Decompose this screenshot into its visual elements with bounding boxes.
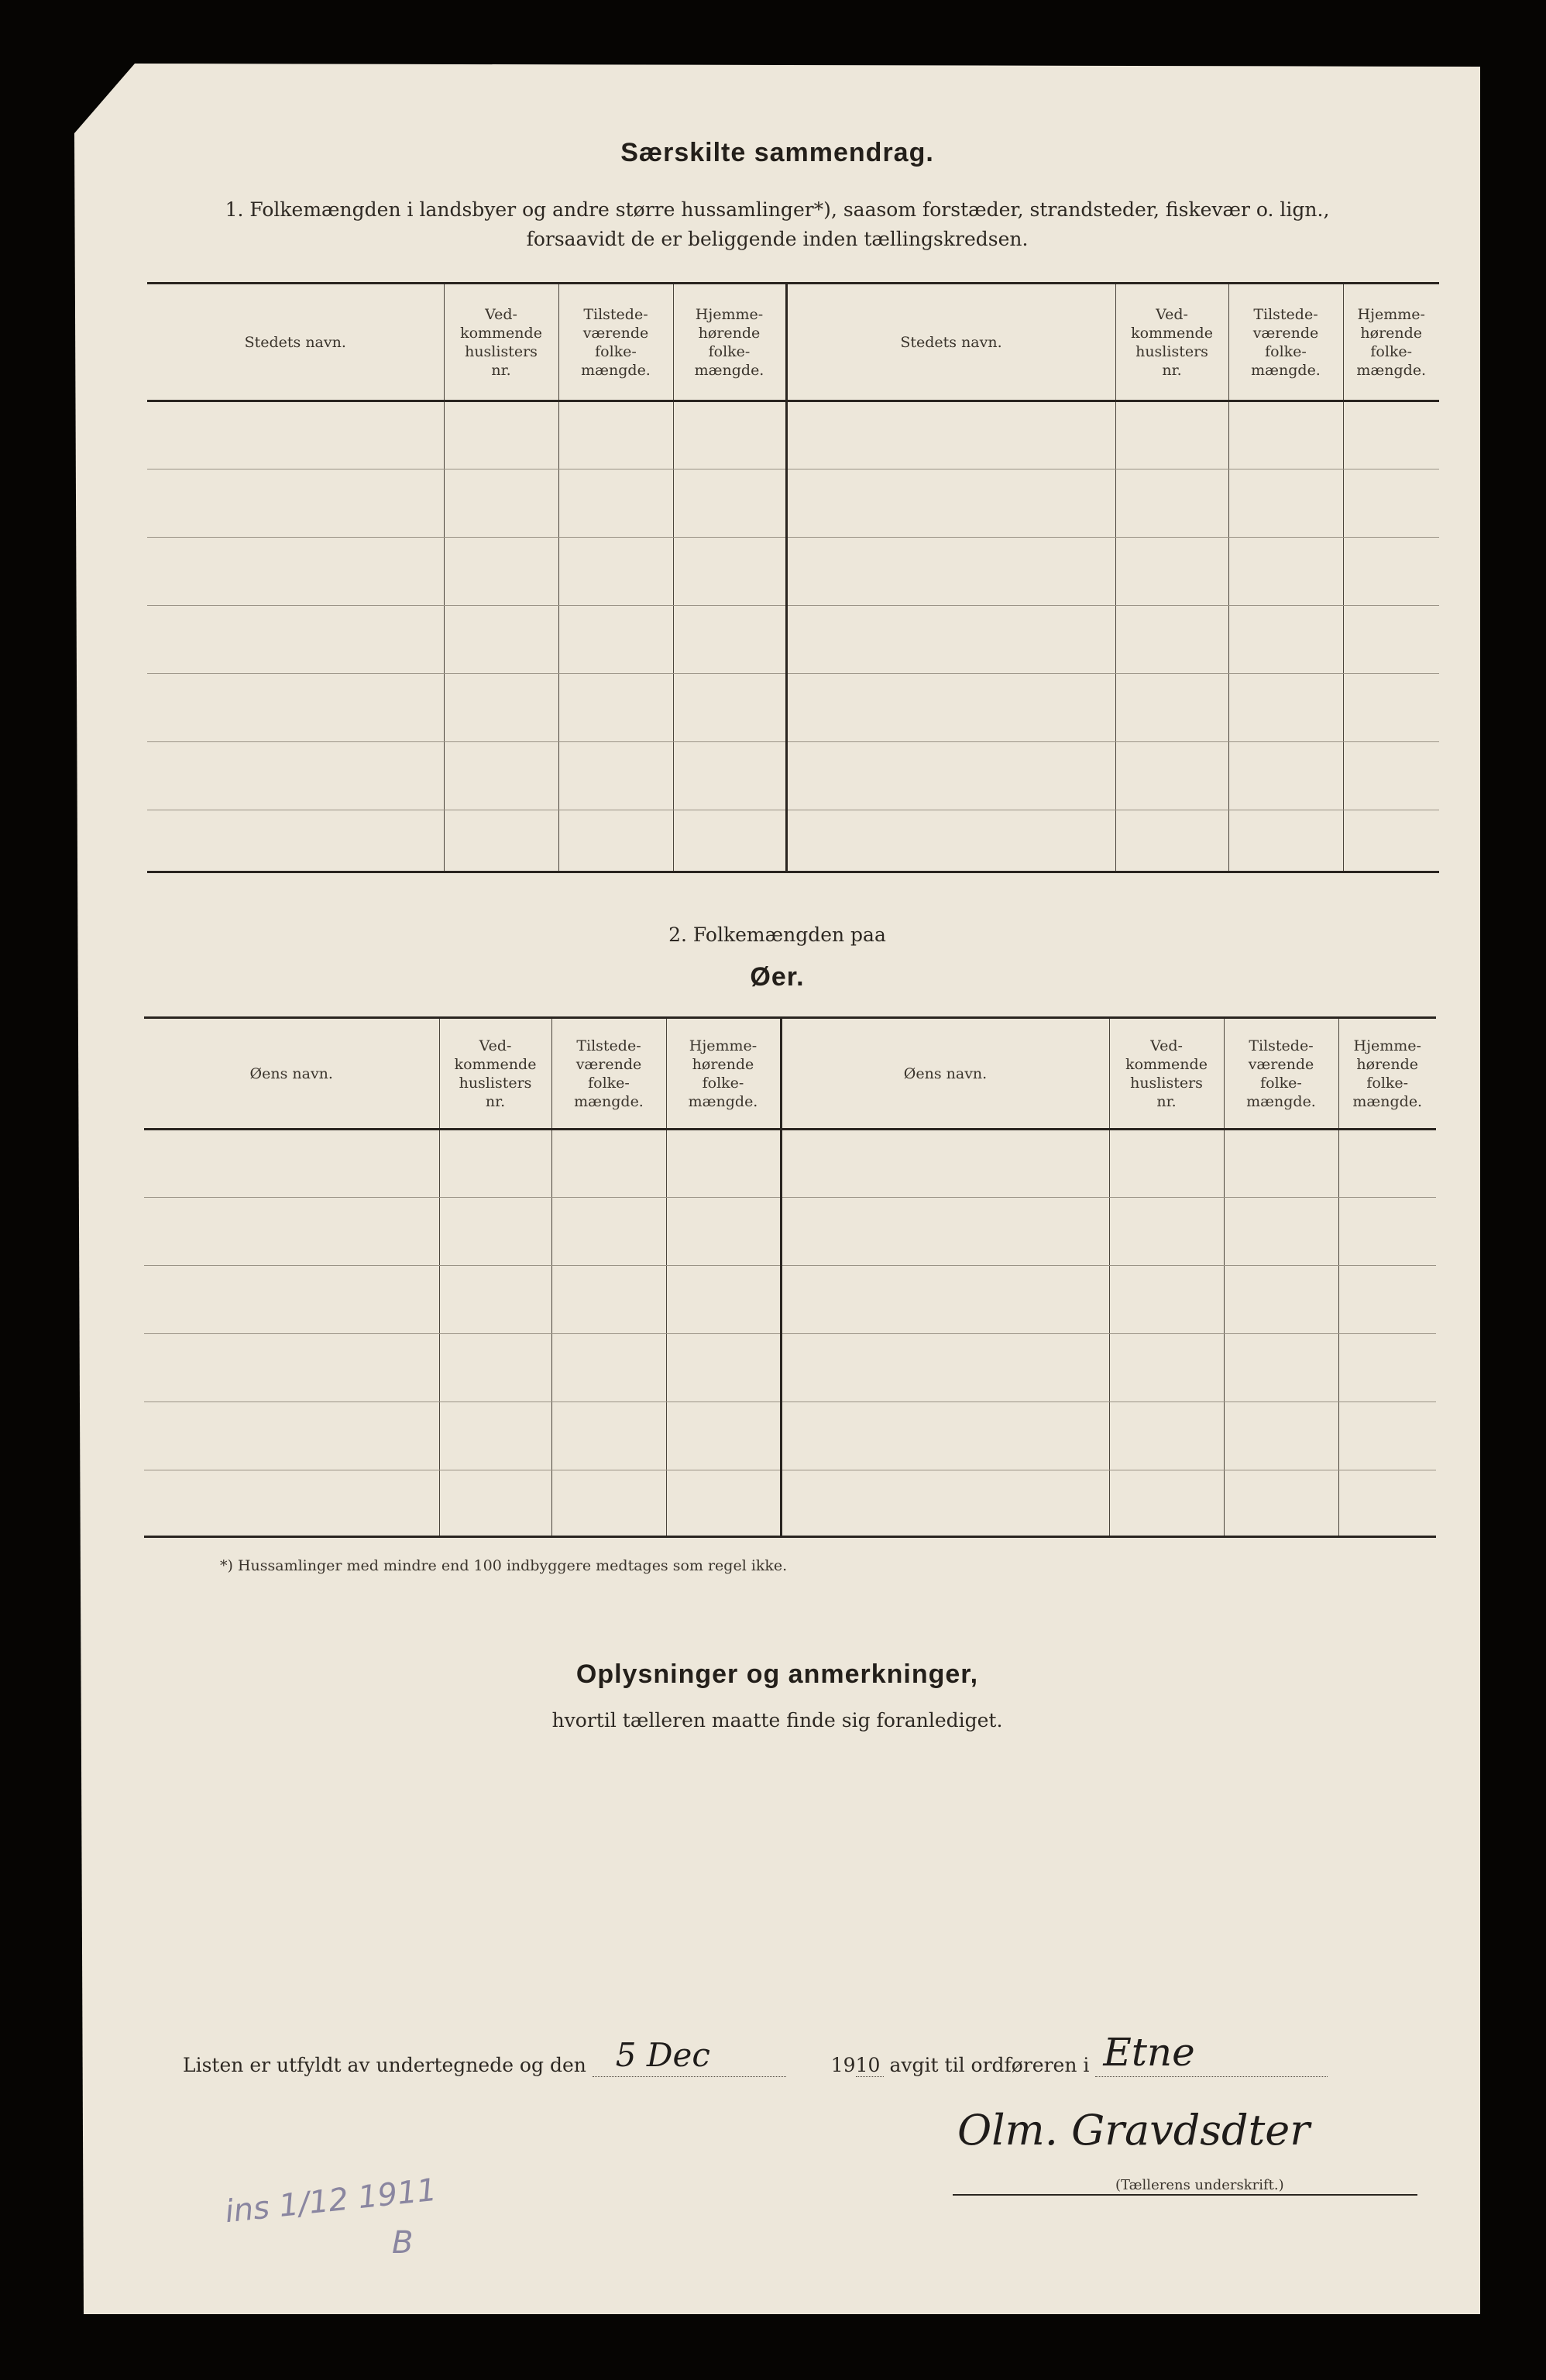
header-cell: Ved- kommende huslisters nr. xyxy=(1115,284,1228,401)
date-value: 5 Dec xyxy=(615,2036,710,2074)
date-field xyxy=(593,2036,786,2077)
table-villages xyxy=(147,282,1439,873)
table-row xyxy=(144,1198,1436,1266)
table-row xyxy=(147,606,1439,674)
place-value: Etne xyxy=(1103,2030,1195,2075)
signature-caption: (Tællerens underskrift.) xyxy=(1115,2177,1284,2193)
table-row xyxy=(144,1402,1436,1470)
table-row xyxy=(144,1130,1436,1198)
header-cell: Hjemme- hørende folke- mængde. xyxy=(1338,1018,1436,1130)
section1-heading-line2: forsaavidt de er beliggende inden tællingskredsen. xyxy=(526,228,1029,250)
section1-heading-line1: 1. Folkemængden i landsbyer og andre større hussamlinger*), saasom forstæder, strandsteder, fiskevær o. lign., xyxy=(225,198,1330,221)
footnote: *) Hussamlinger med mindre end 100 indbyggere medtages som regel ikke. xyxy=(220,1557,788,1574)
remarks-title: Oplysninger og anmerkninger, xyxy=(575,1659,979,1689)
header-cell: Tilstede- værende folke- mængde. xyxy=(558,284,673,401)
header-cell: Ved- kommende huslisters nr. xyxy=(444,284,558,401)
section2-heading-line2: Øer. xyxy=(750,962,805,992)
table-row xyxy=(147,674,1439,742)
table-row xyxy=(144,1266,1436,1334)
header-cell: Ved- kommende huslisters nr. xyxy=(1109,1018,1224,1130)
table-row xyxy=(147,401,1439,469)
section2-heading-line1: 2. Folkemængden paa xyxy=(668,923,886,946)
year-prefix: 19 xyxy=(830,2054,856,2076)
table-islands xyxy=(144,1016,1436,1538)
pencil-mark: B xyxy=(392,2225,414,2261)
header-cell: Hjemme- hørende folke- mængde. xyxy=(1343,284,1439,401)
table-row xyxy=(147,742,1439,810)
table-row xyxy=(147,810,1439,872)
header-cell: Øens navn. xyxy=(781,1018,1109,1130)
header-cell: Øens navn. xyxy=(144,1018,439,1130)
signature-statement xyxy=(183,2030,1438,2092)
signature-text-middle: avgit til ordføreren i xyxy=(889,2054,1090,2076)
year-value: 10 xyxy=(856,2054,884,2077)
pencil-note: ins 1/12 1911 xyxy=(223,2172,439,2230)
page-title: Særskilte sammendrag. xyxy=(620,138,934,167)
header-cell: Hjemme- hørende folke- mængde. xyxy=(666,1018,781,1130)
signature-underline xyxy=(953,2194,1417,2196)
place-field xyxy=(1095,2030,1328,2077)
table-row xyxy=(144,1470,1436,1537)
header-cell: Ved- kommende huslisters nr. xyxy=(439,1018,551,1130)
table-row xyxy=(147,538,1439,606)
header-cell: Tilstede- værende folke- mængde. xyxy=(1228,284,1343,401)
remarks-subtitle: hvortil tælleren maatte finde sig foranlediget. xyxy=(551,1709,1003,1732)
table-row xyxy=(144,1334,1436,1402)
header-cell: Stedets navn. xyxy=(786,284,1115,401)
header-cell: Tilstede- værende folke- mængde. xyxy=(1224,1018,1338,1130)
signature-text-prefix: Listen er utfyldt av undertegnede og den xyxy=(183,2054,586,2076)
header-cell: Hjemme- hørende folke- mængde. xyxy=(673,284,786,401)
enumerator-signature: Olm. Gravdsdter xyxy=(957,2106,1311,2155)
header-cell: Stedets navn. xyxy=(147,284,444,401)
table-row xyxy=(147,469,1439,538)
header-cell: Tilstede- værende folke- mængde. xyxy=(551,1018,666,1130)
